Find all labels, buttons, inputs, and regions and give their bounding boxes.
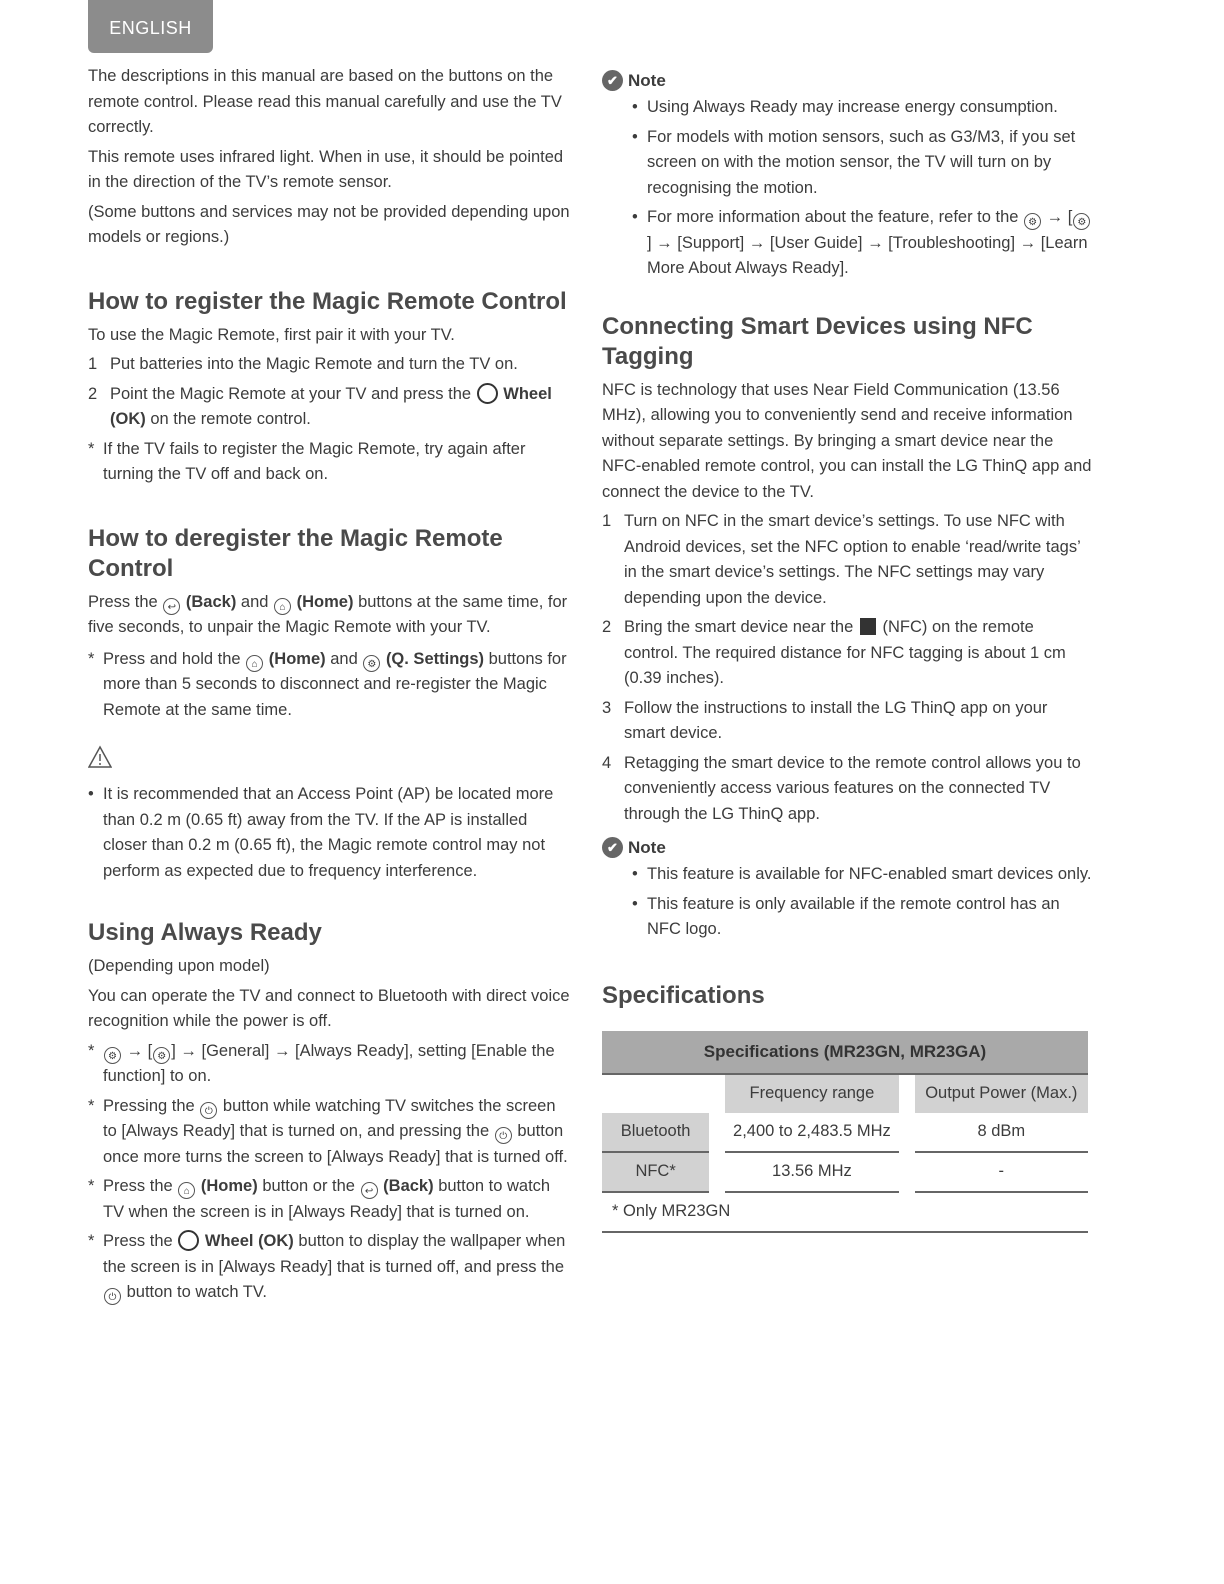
specifications-table (602, 1031, 1088, 1233)
text-part: Press and hold the (103, 649, 241, 668)
depending-text: (Depending upon model) (88, 957, 270, 975)
wheel-icon (477, 383, 498, 404)
gear-icon: ⚙ (1024, 213, 1041, 230)
back-icon: ↩ (361, 1182, 378, 1199)
text-part: button to watch TV when the screen is in [Always Ready] that is turned on. (103, 1177, 551, 1221)
text-part: Press the (88, 592, 158, 611)
always-ready-intro: You can operate the TV and connect to Bluetooth with direct voice recognition while the power is off. (88, 986, 570, 1030)
note-item (632, 95, 1092, 121)
gear-icon: ⚙ (363, 655, 380, 672)
bullet: • (632, 127, 638, 146)
home-icon: ⌂ (246, 655, 263, 672)
text-part: (NFC) on the remote control. The required distance for NFC tagging is about 1 cm (0.39 inches). (624, 618, 1066, 687)
bullet: • (632, 894, 638, 913)
back-label: (Back) (383, 1177, 434, 1195)
row-label: NFC* (602, 1153, 709, 1193)
asterisk: * (88, 1232, 95, 1250)
power-icon: ⏻ (495, 1127, 512, 1144)
qsettings-label: (Q. Settings) (385, 649, 485, 668)
nfc-logo-icon (860, 618, 876, 635)
step-number: 1 (602, 512, 612, 530)
asterisk: * (88, 1177, 95, 1195)
caution-item (88, 782, 573, 884)
register-heading: How to register the Magic Remote Control (88, 287, 567, 315)
home-label: (Home) (296, 592, 354, 611)
step-number: 2 (602, 618, 612, 636)
home-label: (Home) (200, 1177, 258, 1195)
note-text: If the TV fails to register the Magic Remote, try again after turning the TV off and back on. (103, 439, 526, 483)
asterisk: * (88, 649, 95, 668)
right-column (602, 70, 1092, 1233)
gear-icon: ⚙ (153, 1047, 170, 1064)
deregister-note (88, 647, 573, 724)
step-number: 4 (602, 753, 612, 772)
nfc-step (602, 615, 1092, 692)
always-ready-heading: Using Always Ready (88, 919, 322, 946)
text-part: → [ (1046, 208, 1073, 226)
nfc-intro: NFC is technology that uses Near Field Communication (13.56 MHz), allowing you to conveniently send and receive information without separate settings. By bringing a smart device near the NFC-enabled remote control, you can install the LG ThinQ app and connect the device to the TV. (602, 380, 1092, 501)
step-number: 1 (88, 355, 98, 373)
intro-paragraph: This remote uses infrared light. When in use, it should be pointed in the direction of the TV’s remote sensor. (88, 147, 564, 191)
text-part: Press the (103, 1232, 173, 1250)
bullet: • (632, 865, 638, 883)
text-part: ] → [General] → [Always Ready], setting [Enable the function] to on. (103, 1041, 555, 1085)
power-cell: - (915, 1153, 1088, 1193)
note-text (647, 205, 1092, 282)
note-text (103, 647, 573, 724)
table-title: Specifications (MR23GN, MR23GA) (602, 1031, 1088, 1075)
deregister-heading: How to deregister the Magic Remote Control (88, 524, 503, 582)
note-text: This feature is available for NFC-enabled smart devices only. (647, 865, 1092, 883)
step-number: 3 (602, 698, 612, 717)
caution-icon (88, 745, 573, 774)
text-part: button to watch TV. (126, 1283, 267, 1301)
step-text (110, 382, 573, 433)
always-ready-note (88, 1039, 573, 1090)
note-text: Using Always Ready may increase energy consumption. (647, 98, 1058, 116)
text-part: For more information about the feature, refer to the (647, 208, 1019, 226)
column-header: Output Power (Max.) (915, 1075, 1088, 1113)
text-part: Bring the smart device near the (624, 618, 854, 636)
note-text (103, 1039, 573, 1090)
back-icon: ↩ (163, 598, 180, 615)
note-heading (602, 837, 1092, 858)
frequency-cell: 2,400 to 2,483.5 MHz (725, 1113, 899, 1153)
check-icon: ✔ (602, 837, 623, 858)
empty-cell (602, 1075, 709, 1113)
note-item (632, 125, 1092, 202)
text-part: and (240, 592, 269, 611)
step-text: Turn on NFC in the smart device’s settings. To use NFC with Android devices, set the NFC option to enable ‘read/write tags’ in the smart device’s settings. The NFC settings may vary depending upon the device. (624, 512, 1081, 607)
deregister-paragraph (88, 590, 573, 641)
register-step (88, 352, 573, 378)
home-icon: ⌂ (274, 598, 291, 615)
table-row (602, 1113, 1088, 1153)
power-icon: ⏻ (200, 1102, 217, 1119)
note-item (632, 205, 1092, 282)
left-column (88, 64, 573, 1306)
bullet: • (632, 98, 638, 116)
asterisk: * (88, 1096, 95, 1115)
text-part: button to display the wallpaper when the screen is in [Always Ready] that is turned off, and press the (103, 1232, 566, 1276)
caution-text: It is recommended that an Access Point (AP) be located more than 0.2 m (0.65 ft) away from the TV. If the AP is installed closer than 0.2 m (0.65 ft), the Magic remote control may not perform as expected due to frequency interference. (103, 785, 554, 880)
step-text-part: Point the Magic Remote at your TV and press the (110, 384, 472, 403)
asterisk: * (88, 1041, 95, 1060)
note-text (103, 1174, 573, 1225)
frequency-cell: 13.56 MHz (725, 1153, 899, 1193)
home-icon: ⌂ (178, 1182, 195, 1199)
note-text (103, 1229, 573, 1306)
always-ready-note (88, 1174, 573, 1225)
text-part: Pressing the (103, 1096, 195, 1115)
text-part: button once more turns the screen to [Always Ready] that is turned off. (103, 1122, 568, 1166)
register-step (88, 382, 573, 433)
register-note (88, 437, 573, 488)
asterisk: * (88, 439, 95, 458)
intro-paragraph: The descriptions in this manual are based on the buttons on the remote control. Please read this manual carefully and use the TV correctly. (88, 67, 562, 136)
text-part: and (330, 649, 358, 668)
note-item (632, 862, 1092, 888)
check-icon: ✔ (602, 70, 623, 91)
wheel-label: Wheel (OK) (110, 384, 552, 428)
text-part: Press the (103, 1177, 173, 1195)
language-tab: ENGLISH (88, 0, 213, 53)
specifications-heading: Specifications (602, 981, 765, 1009)
text-part: buttons for more than 5 seconds to disconnect and re-register the Magic Remote at the same time. (103, 649, 567, 719)
text-part: button while watching TV switches the screen to [Always Ready] that is turned on, and pressing the (103, 1096, 556, 1140)
step-text (624, 615, 1092, 692)
power-icon: ⏻ (104, 1288, 121, 1305)
column-header: Frequency range (725, 1075, 899, 1113)
step-number: 2 (88, 384, 98, 403)
note-text (103, 1094, 573, 1171)
text-part: → [ (126, 1041, 153, 1060)
note-item (632, 892, 1092, 943)
table-footnote: * Only MR23GN (602, 1193, 1088, 1233)
text-part: buttons at the same time, for five seconds, to unpair the Magic Remote with your TV. (88, 592, 568, 636)
step-text: Retagging the smart device to the remote control allows you to conveniently access various features on the connected TV through the LG ThinQ app. (624, 753, 1081, 823)
always-ready-note (88, 1229, 573, 1306)
nfc-step (602, 751, 1092, 828)
nfc-heading: Connecting Smart Devices using NFC Tagging (602, 312, 1033, 370)
text-part: ] → [Support] → [User Guide] → [Troubleshooting] → [Learn More About Always Ready]. (647, 233, 1088, 277)
step-text: Follow the instructions to install the LG ThinQ app on your smart device. (624, 698, 1048, 742)
note-text: This feature is only available if the remote control has an NFC logo. (647, 894, 1060, 938)
gear-icon: ⚙ (104, 1047, 121, 1064)
note-title: Note (628, 837, 666, 857)
step-text-part: on the remote control. (150, 410, 311, 428)
wheel-icon (178, 1230, 199, 1251)
table-row (602, 1153, 1088, 1193)
bullet: • (88, 785, 94, 803)
bullet: • (632, 208, 638, 226)
note-heading (602, 70, 1092, 91)
note-text: For models with motion sensors, such as G3/M3, if you set screen on with the motion sensor, the TV will turn on by recognising the motion. (647, 127, 1076, 197)
power-cell: 8 dBm (915, 1113, 1088, 1153)
always-ready-note (88, 1094, 573, 1171)
nfc-step (602, 509, 1092, 611)
wheel-label: Wheel (OK) (204, 1232, 294, 1250)
step-text: Put batteries into the Magic Remote and turn the TV on. (110, 355, 518, 373)
back-label: (Back) (185, 592, 237, 611)
register-intro: To use the Magic Remote, first pair it with your TV. (88, 325, 455, 344)
text-part: button or the (262, 1177, 355, 1195)
intro-paragraph: (Some buttons and services may not be provided depending upon models or regions.) (88, 202, 570, 246)
gear-icon: ⚙ (1073, 213, 1090, 230)
home-label: (Home) (268, 649, 326, 668)
row-label: Bluetooth (602, 1113, 709, 1153)
note-title: Note (628, 70, 666, 90)
nfc-step (602, 696, 1092, 747)
